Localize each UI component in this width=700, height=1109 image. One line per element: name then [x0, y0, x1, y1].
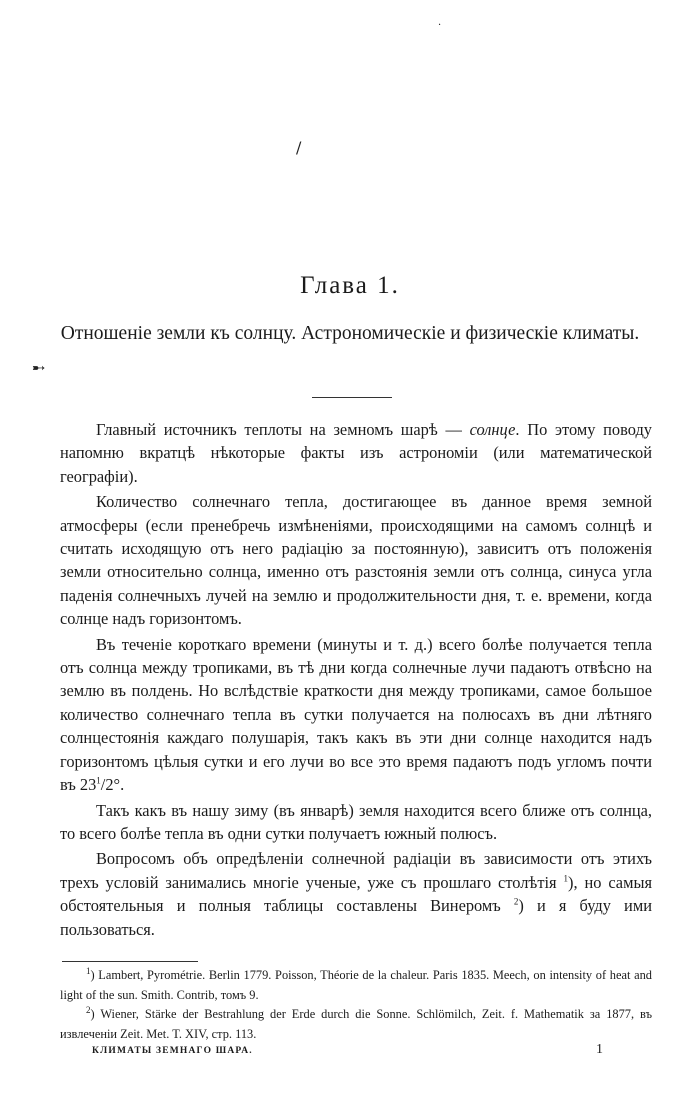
- footnote: $^1$) Lambert, Pyrométrie. Berlin 1779. Poisson, Théorie de la chaleur. Paris 1835. Meech, on intensity of heat and light of the sun. Smith. Contrib, томъ 9.: [60, 965, 652, 1002]
- title-divider: [312, 397, 392, 398]
- footnote-ref[interactable]: 2: [513, 896, 519, 907]
- footnote-ref[interactable]: 1: [563, 873, 568, 884]
- chapter-heading: Глава 1.: [300, 272, 400, 299]
- footnotes: [60, 966, 652, 1044]
- paragraph: Главный источникъ теплоты на земномъ шарѣ — солнце. По этому поводу напомню вкратцѣ нѣкоторые факты изъ астрономіи (или математической географіи).: [60, 420, 652, 486]
- fraction-numerator: 1: [96, 775, 101, 786]
- page-number: 1: [596, 1042, 603, 1057]
- body-text: [60, 418, 652, 943]
- print-speck: ·: [438, 20, 442, 31]
- footnote-mark: 2: [86, 1004, 91, 1015]
- footnote-divider: [62, 961, 198, 962]
- print-speck: /: [296, 138, 302, 157]
- footnote-mark: 1: [86, 965, 91, 976]
- chapter-title: Отношеніе земли къ солнцу. Астрономическіе и физическіе климаты.: [60, 323, 640, 344]
- paragraph: Количество солнечнаго тепла, достигающее въ данное время земной атмосферы (если пренебречь измѣненіями, происходящими на самомъ солнцѣ и считать исходящую отъ него радіацію за постоянную), зависитъ отъ положенія земли относительно солнца, именно отъ разстоянія земли отъ солнца, синуса угла паденія солнечныхъ лучей на землю и продолжительности дня, т. е. времени, когда солнце надъ горизонтомъ.: [60, 492, 652, 629]
- emphasis: солнце: [469, 420, 516, 439]
- paragraph: Такъ какъ въ нашу зиму (въ январѣ) земля находится всего ближе отъ солнца, то всего болѣе тепла въ одни сутки получаетъ южный полюсъ.: [60, 800, 652, 843]
- footnote: $^2$) Wiener, Stärke der Bestrahlung der Erde durch die Sonne. Schlömilch, Zeit. f. Mathematik за 1877, въ извлеченіи Zeit. Met. T. XIV, стр. 113.: [60, 1004, 652, 1041]
- paragraph: Въ теченіе короткаго времени (минуты и т. д.) всего болѣе получается тепла отъ солнца между тропиками, въ тѣ дни когда солнечные лучи падаютъ отвѣсно на землю въ полдень. Но вслѣдствіе краткости дня между тропиками, самое большое количество солнечнаго тепла въ сутки получается на полюсахъ въ дни лѣтняго солнцестоянія каждаго полушарія, такъ какъ въ эти дни солнце находится надъ горизонтомъ цѣлыя сутки и его лучи во все это время падаютъ подъ угломъ почти въ $23^1/2^\circ$.: [60, 634, 652, 795]
- running-footer: КЛИМАТЫ ЗЕМНАГО ШАРА.: [92, 1046, 253, 1056]
- print-speck: ➸: [32, 358, 46, 377]
- paragraph: Вопросомъ объ опредѣленіи солнечной радіаціи въ зависимости отъ этихъ трехъ условій занимались многіе ученые, уже съ прошлаго столѣтія $^1$), но самыя обстоятельныя и полныя таблицы составлены Винеромъ $^2$) и я буду ими пользоваться.: [60, 849, 652, 939]
